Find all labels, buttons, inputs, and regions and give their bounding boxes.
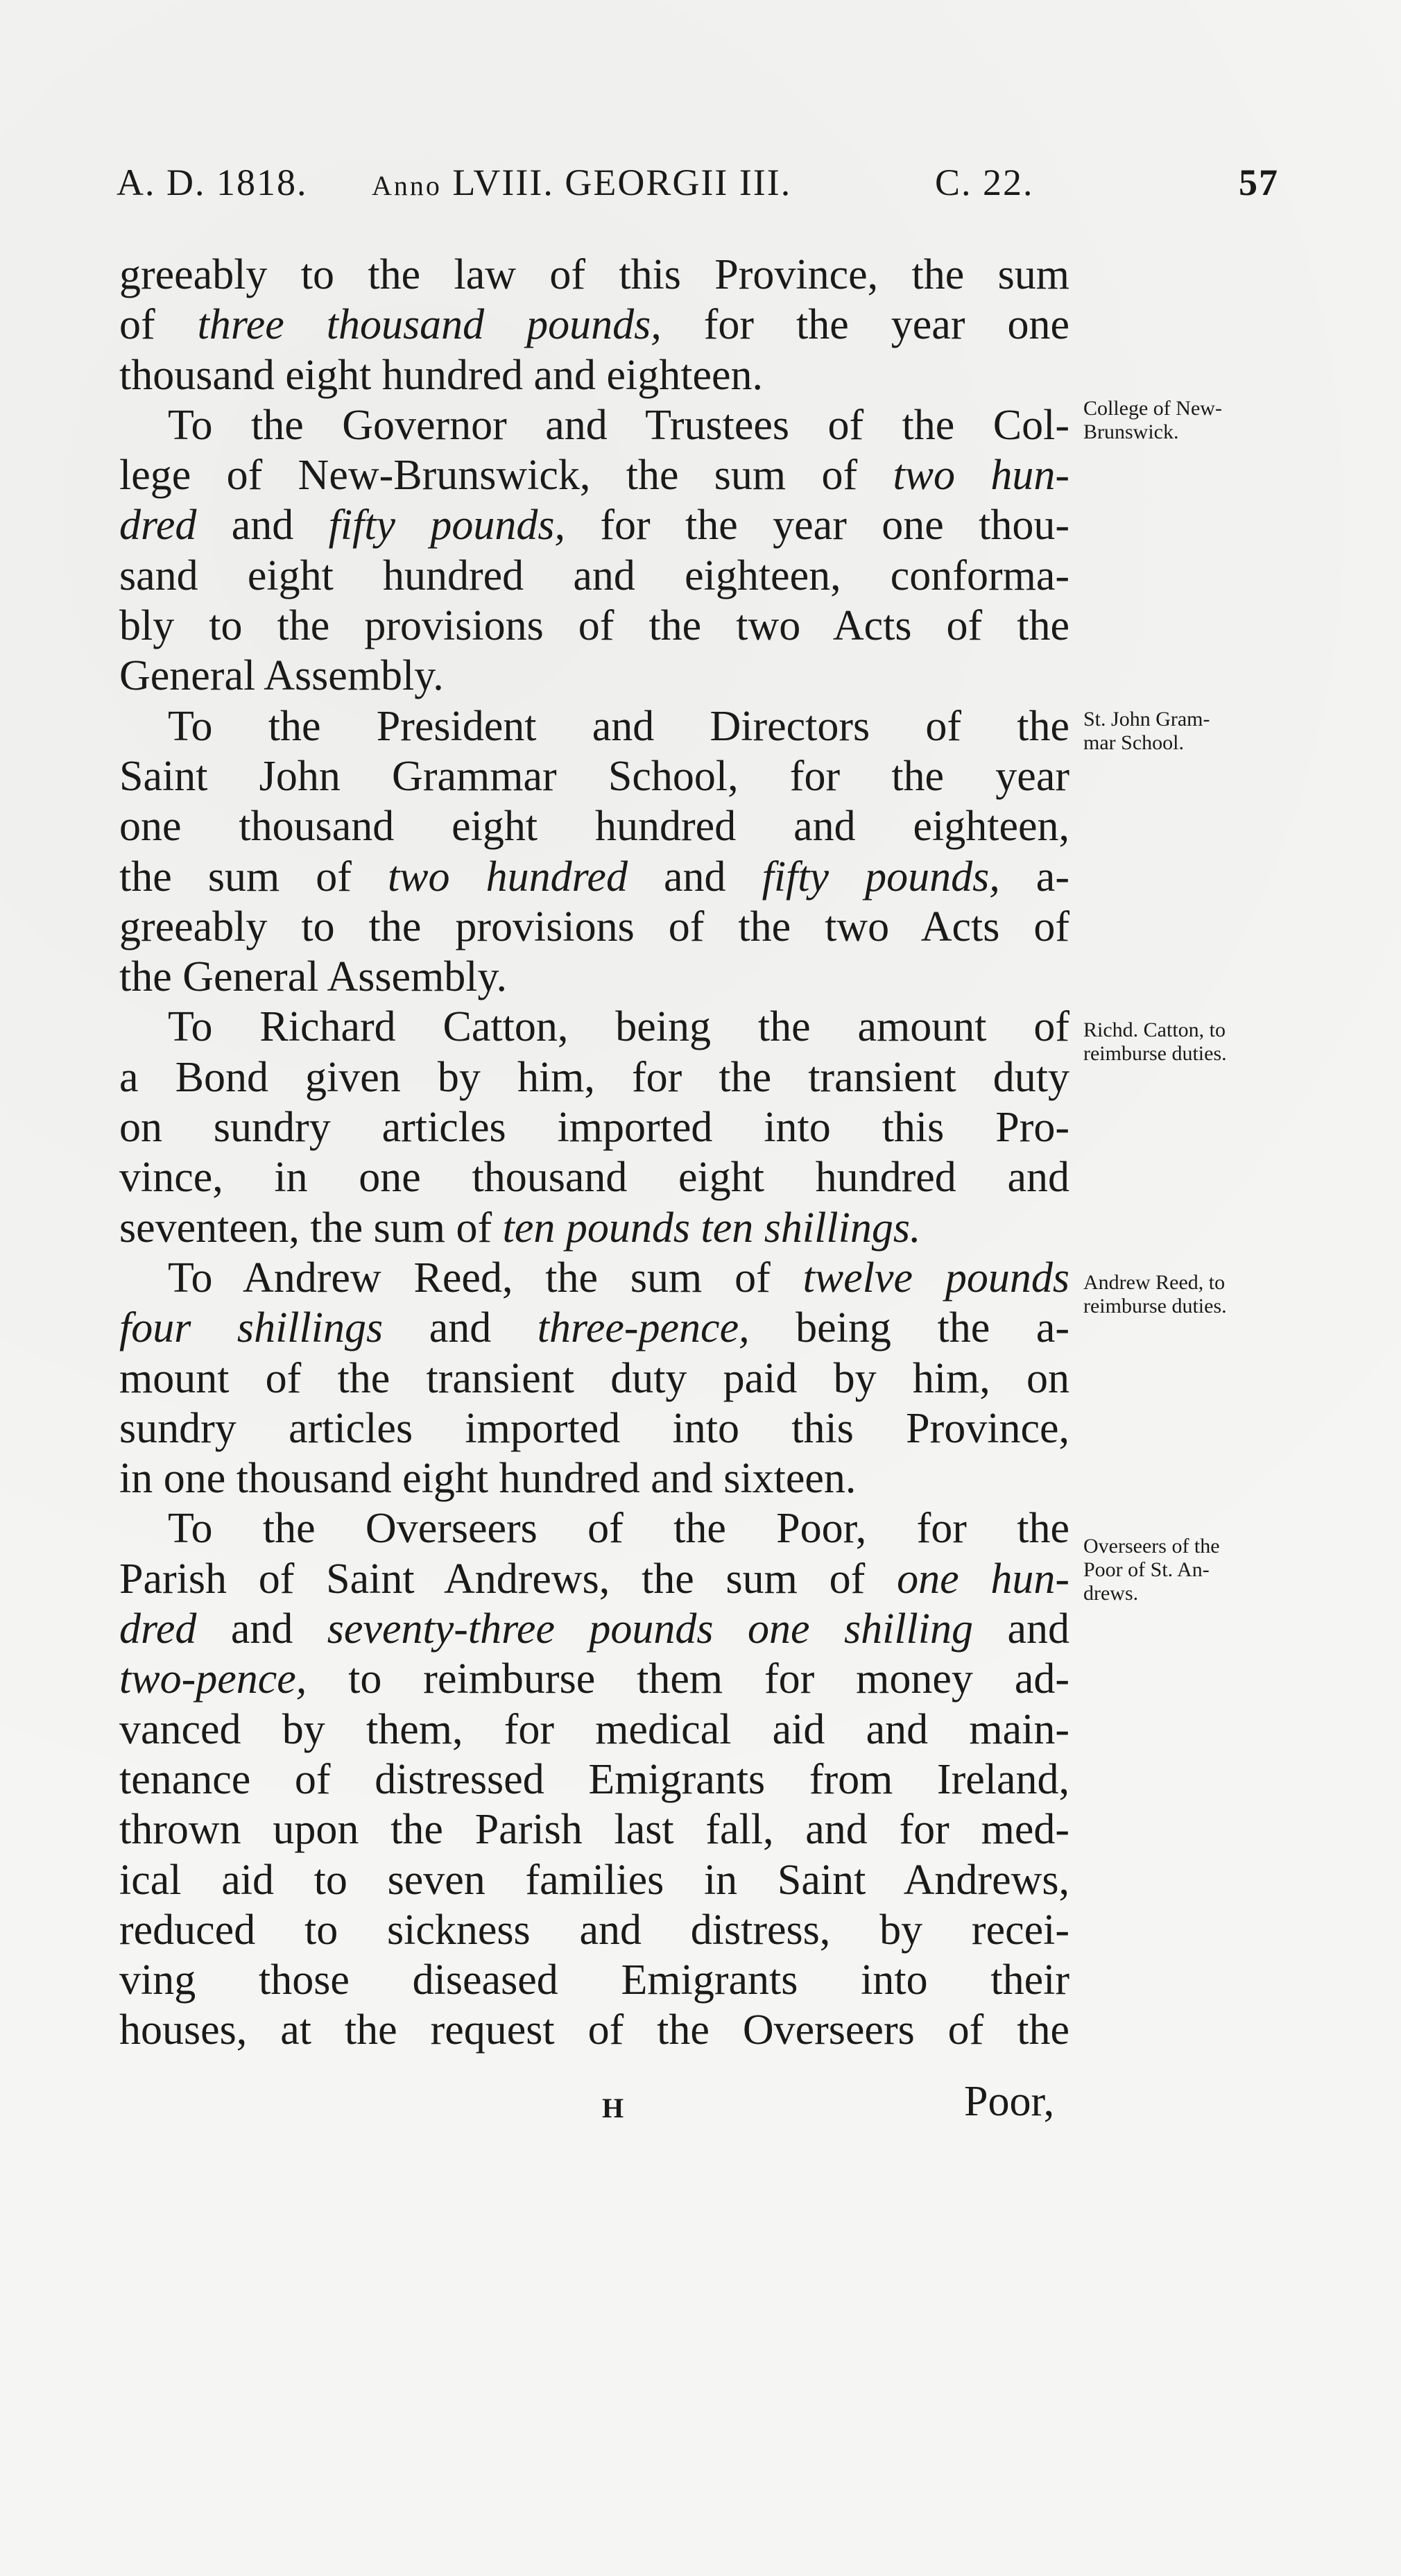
margin-note-line: College of New- — [1083, 397, 1222, 420]
text-run: thrown upon the Parish last fall, and for med- — [119, 1806, 1069, 1854]
italic-run: fifty pounds, — [328, 502, 566, 549]
running-header — [117, 161, 1282, 223]
text-line — [119, 1253, 1069, 1303]
text-run: lege of New-Brunswick, the sum of — [119, 452, 893, 500]
text-run: sand eight hundred and eighteen, conforma- — [119, 552, 1069, 599]
italic-run: fifty pounds, — [762, 853, 1000, 901]
margin-note-catton — [1083, 1018, 1312, 1066]
text-line — [119, 751, 1069, 801]
margin-note-line: St. John Gram- — [1083, 708, 1210, 731]
text-line — [119, 1855, 1069, 1905]
italic-run: twelve pounds — [802, 1254, 1069, 1302]
text-run: To the President and Directors of the — [168, 702, 1069, 750]
text-line — [119, 1755, 1069, 1805]
text-run: of — [119, 301, 198, 349]
italic-run: one hun- — [897, 1555, 1070, 1603]
text-run: To the Governor and Trustees of the Col- — [168, 401, 1069, 449]
italic-run: two hundred — [387, 853, 628, 901]
text-run: greeably to the provisions of the two Acts of — [119, 903, 1069, 950]
text-run: a Bond given by him, for the transient duty — [119, 1053, 1069, 1101]
text-run: on sundry articles imported into this Pro- — [119, 1104, 1069, 1152]
text-run: To the Overseers of the Poor, for the — [168, 1505, 1069, 1553]
text-run: in one thousand eight hundred and sixteen. — [119, 1455, 857, 1503]
margin-note-line: drews. — [1083, 1582, 1139, 1605]
text-run: bly to the provisions of the two Acts of the — [119, 602, 1069, 650]
text-run: vince, in one thousand eight hundred and — [119, 1154, 1069, 1202]
italic-run: dred — [119, 502, 197, 549]
text-line — [119, 701, 1069, 751]
catchword: Poor, — [964, 2078, 1055, 2125]
margin-note-line: Andrew Reed, to — [1083, 1271, 1226, 1294]
text-line — [119, 1654, 1069, 1704]
margin-note-grammar-school — [1083, 708, 1312, 755]
text-run: for the year one thou- — [565, 502, 1069, 549]
margin-note-line: Poor of St. An- — [1083, 1558, 1210, 1581]
text-run: reduced to sickness and distress, by recei- — [119, 1906, 1069, 1954]
italic-run: three-pence, — [537, 1304, 750, 1352]
italic-run: two hun- — [893, 452, 1070, 500]
text-run: and — [383, 1304, 538, 1352]
italic-run: seventy-three pounds one shilling — [327, 1605, 974, 1653]
text-line — [119, 1002, 1069, 1052]
italic-run: three thousand pounds, — [197, 301, 662, 349]
text-line — [119, 1905, 1069, 1955]
text-run: Saint John Grammar School, for the year — [119, 752, 1069, 800]
text-run: for the year one — [661, 301, 1069, 349]
text-line — [119, 1102, 1069, 1152]
text-line — [119, 350, 1069, 400]
text-line — [119, 551, 1069, 601]
text-line — [119, 1152, 1069, 1202]
margin-note-college — [1083, 397, 1312, 444]
text-run: the General Assembly. — [119, 953, 507, 1001]
text-run: seventeen, the sum of — [119, 1204, 503, 1252]
text-line — [119, 1052, 1069, 1102]
text-line — [119, 651, 1069, 701]
italic-run: four shillings — [119, 1304, 384, 1352]
text-run: ical aid to seven families in Saint Andrews, — [119, 1856, 1069, 1904]
text-run: one thousand eight hundred and eighteen, — [119, 803, 1069, 851]
text-line — [119, 300, 1069, 350]
text-run: the sum of — [119, 853, 388, 901]
header-title-anno: Anno — [372, 170, 442, 201]
italic-run: dred — [119, 1605, 197, 1653]
text-run: and — [196, 502, 329, 549]
text-run: a- — [999, 853, 1069, 901]
text-run: sundry articles imported into this Province, — [119, 1404, 1069, 1452]
text-line — [119, 852, 1069, 902]
signature-mark: H — [602, 2092, 624, 2124]
margin-note-line: Richd. Catton, to — [1083, 1018, 1226, 1041]
text-line — [119, 400, 1069, 450]
text-run: to reimburse them for money ad- — [307, 1655, 1069, 1703]
text-line — [119, 1554, 1069, 1604]
text-line — [119, 801, 1069, 851]
text-line — [119, 1955, 1069, 2005]
page-number: 57 — [1239, 162, 1279, 203]
text-line — [119, 1805, 1069, 1854]
text-line — [119, 2005, 1069, 2055]
margin-note-reed — [1083, 1271, 1312, 1318]
text-run: and — [627, 853, 762, 901]
text-run: houses, at the request of the Overseers of the — [119, 2006, 1069, 2054]
text-run: ving those diseased Emigrants into their — [119, 1956, 1069, 2004]
text-line — [119, 1453, 1069, 1503]
text-line — [119, 1354, 1069, 1404]
text-run: greeably to the law of this Province, the sum — [119, 251, 1069, 298]
text-line — [119, 1705, 1069, 1755]
text-line — [119, 1404, 1069, 1453]
text-line — [119, 1303, 1069, 1353]
margin-note-line: mar School. — [1083, 731, 1184, 754]
text-run: and — [973, 1605, 1069, 1653]
text-run: and — [196, 1605, 327, 1653]
margin-note-line: Brunswick. — [1083, 420, 1179, 443]
text-line — [119, 500, 1069, 550]
header-chapter: C. 22. — [935, 162, 1034, 203]
margin-note-overseers — [1083, 1535, 1312, 1605]
header-title-reign: LVIII. GEORGII III. — [452, 162, 792, 203]
text-line — [119, 601, 1069, 651]
text-line — [119, 902, 1069, 952]
italic-run: two-pence, — [119, 1655, 307, 1703]
text-run: tenance of distressed Emigrants from Ireland, — [119, 1755, 1069, 1803]
text-line — [119, 250, 1069, 300]
margin-note-line: reimburse duties. — [1083, 1295, 1227, 1317]
margin-note-line: reimburse duties. — [1083, 1042, 1227, 1065]
body-text — [119, 250, 1069, 2056]
italic-run: ten pounds ten shillings. — [502, 1204, 921, 1252]
margin-note-line: Overseers of the — [1083, 1535, 1220, 1558]
header-title — [372, 161, 791, 204]
text-line — [119, 450, 1069, 500]
text-run: mount of the transient duty paid by him, on — [119, 1354, 1069, 1402]
text-run: To Andrew Reed, the sum of — [168, 1254, 803, 1302]
text-run: To Richard Catton, being the amount of — [168, 1003, 1069, 1051]
text-line — [119, 1503, 1069, 1553]
text-run: General Assembly. — [119, 652, 444, 700]
text-line — [119, 952, 1069, 1002]
text-run: being the a- — [749, 1304, 1069, 1352]
text-run: Parish of Saint Andrews, the sum of — [119, 1555, 897, 1603]
text-line — [119, 1203, 1069, 1253]
text-line — [119, 1604, 1069, 1654]
text-run: thousand eight hundred and eighteen. — [119, 351, 764, 399]
text-run: vanced by them, for medical aid and main- — [119, 1705, 1069, 1753]
header-date: A. D. 1818. — [117, 162, 308, 203]
